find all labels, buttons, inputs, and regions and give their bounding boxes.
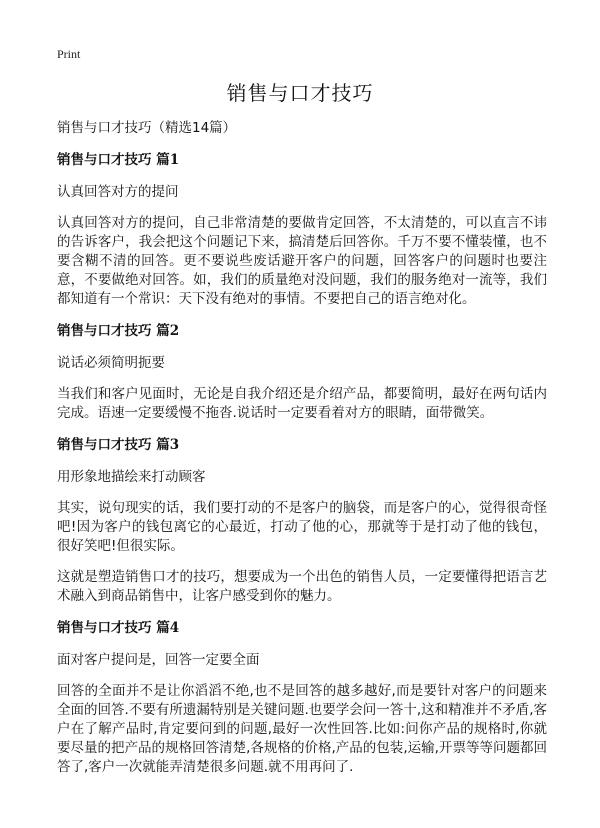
section-lead: 认真回答对方的提问 (57, 184, 179, 200)
section-1 (57, 150, 547, 309)
section-paragraph: 这就是塑造销售口才的技巧，想要成为一个出色的销售人员，一定要懂得把语言艺术融入到商品销售中，让客户感受到你的魅力。 (57, 569, 547, 604)
print-link[interactable]: Print (57, 47, 81, 61)
section-lead: 用形象地描绘来打动顾客 (57, 469, 206, 485)
document-body (57, 118, 547, 789)
section-paragraph: 其实，说句现实的话，我们要打动的不是客户的脑袋，而是客户的心，觉得很奇怪吧!因为客户的钱包离它的心最近，打动了他的心，那就等于是打动了他的钱包，很好笑吧!但很实际。 (57, 500, 547, 554)
section-heading: 销售与口才技巧 篇1 (57, 152, 180, 168)
section-lead: 面对客户提问是，回答一定要全面 (57, 652, 260, 668)
section-2 (57, 321, 547, 423)
section-heading: 销售与口才技巧 篇2 (57, 323, 180, 339)
section-paragraph: 当我们和客户见面时，无论是自我介绍还是介绍产品，都要简明，最好在两句话内完成。语速一定要缓慢不拖沓.说话时一定要看着对方的眼睛，面带微笑。 (57, 386, 547, 421)
page-title: 销售与口才技巧 (226, 81, 374, 105)
section-lead: 说话必须简明扼要 (57, 355, 165, 371)
section-paragraph: 回答的全面并不是让你滔滔不绝,也不是回答的越多越好,而是要针对客户的问题来全面的回答.不要有所遗漏特别是关键问题.也要学会问一答十,这和精准并不矛盾,客户在了解产品时,肯定要问到的问题,最好一次性回答.比如:问你产品的规格时,你就要尽量的把产品的规格回答清楚,各规格的价格,产品的包装,运输,开票等等问题都回答了,客户一次就能弄清楚很多问题.就不用再问了. (57, 683, 547, 775)
section-paragraph: 认真回答对方的提问，自己非常清楚的要做肯定回答，不太清楚的，可以直言不讳的告诉客户，我会把这个问题记下来，搞清楚后回答你。千万不要不懂装懂，也不要含糊不清的回答。更不要说些废话避开客户的问题，回答客户的问题时也要注意，不要做绝对回答。如，我们的质量绝对没问题，我们的服务绝对一流等，我们都知道有一个常识：天下没有绝对的事情。不要把自己的语言绝对化。 (57, 215, 547, 307)
section-4 (57, 618, 547, 777)
section-heading: 销售与口才技巧 篇3 (57, 437, 180, 453)
section-3 (57, 435, 547, 606)
section-heading: 销售与口才技巧 篇4 (57, 620, 180, 636)
document-subtitle: 销售与口才技巧（精选14篇） (57, 120, 237, 136)
